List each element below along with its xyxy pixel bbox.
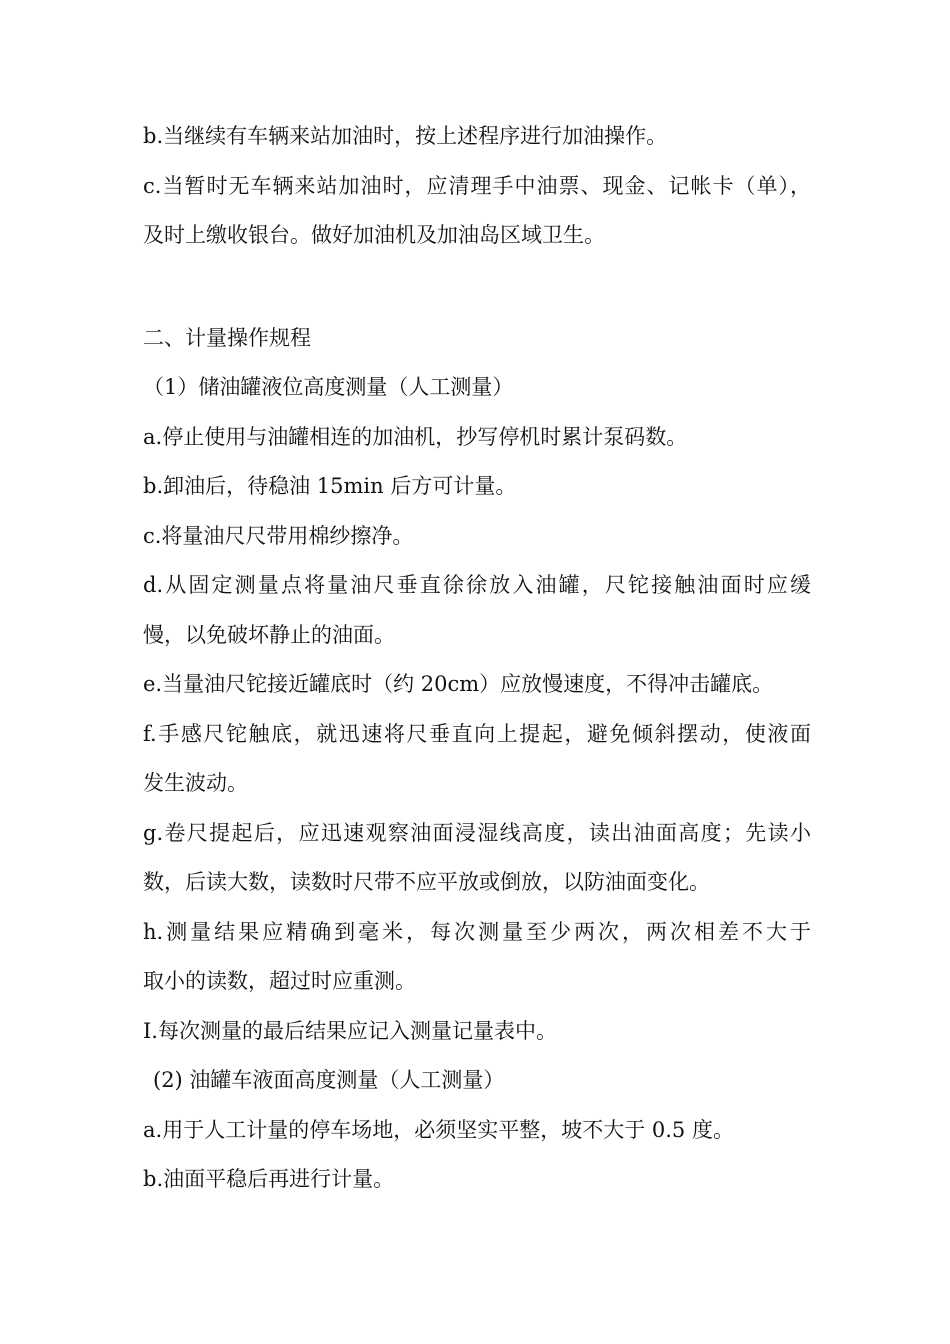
paragraph-line: h.测量结果应精确到毫米，每次测量至少两次，两次相差不大于 (143, 919, 811, 944)
section-heading: 二、计量操作规程 (143, 325, 311, 350)
paragraph-line: I.每次测量的最后结果应记入测量记量表中。 (143, 1018, 557, 1043)
paragraph-line: a.用于人工计量的停车场地，必须坚实平整，坡不大于 0.5 度。 (143, 1117, 734, 1142)
paragraph-line: c.将量油尺尺带用棉纱擦净。 (143, 523, 414, 548)
paragraph-line: 发生波动。 (143, 771, 248, 795)
subsection-heading: （1）储油罐液位高度测量（人工测量） (143, 375, 514, 399)
paragraph-line: 及时上缴收银台。做好加油机及加油岛区域卫生。 (143, 223, 605, 247)
paragraph-line: f.手感尺铊触底，就迅速将尺垂直向上提起，避免倾斜摆动，使液面 (143, 721, 811, 746)
paragraph-line: b.油面平稳后再进行计量。 (143, 1167, 395, 1191)
paragraph-line: b.当继续有车辆来站加油时，按上述程序进行加油操作。 (143, 124, 668, 148)
document-body (143, 116, 811, 1209)
paragraph-line: 慢，以免破坏静止的油面。 (143, 622, 395, 647)
paragraph-line: c.当暂时无车辆来站加油时，应清理手中油票、现金、记帐卡（单）， (143, 173, 811, 198)
subsection-heading: (2) 油罐车液面高度测量（人工测量） (153, 1068, 505, 1092)
paragraph-line: 数，后读大数，读数时尺带不应平放或倒放，以防油面变化。 (143, 870, 710, 894)
paragraph-line: g.卷尺提起后，应迅速观察油面浸湿线高度，读出油面高度；先读小 (143, 820, 811, 845)
paragraph-line: 取小的读数，超过时应重测。 (143, 969, 416, 993)
paragraph-line: b.卸油后，待稳油 15min 后方可计量。 (143, 474, 517, 498)
section-gap (143, 265, 811, 318)
paragraph-line: d.从固定测量点将量油尺垂直徐徐放入油罐，尺铊接触油面时应缓 (143, 573, 811, 597)
paragraph-line: a.停止使用与油罐相连的加油机，抄写停机时累计泵码数。 (143, 424, 688, 449)
paragraph-line: e.当量油尺铊接近罐底时（约 20cm）应放慢速度，不得冲击罐底。 (143, 672, 774, 696)
